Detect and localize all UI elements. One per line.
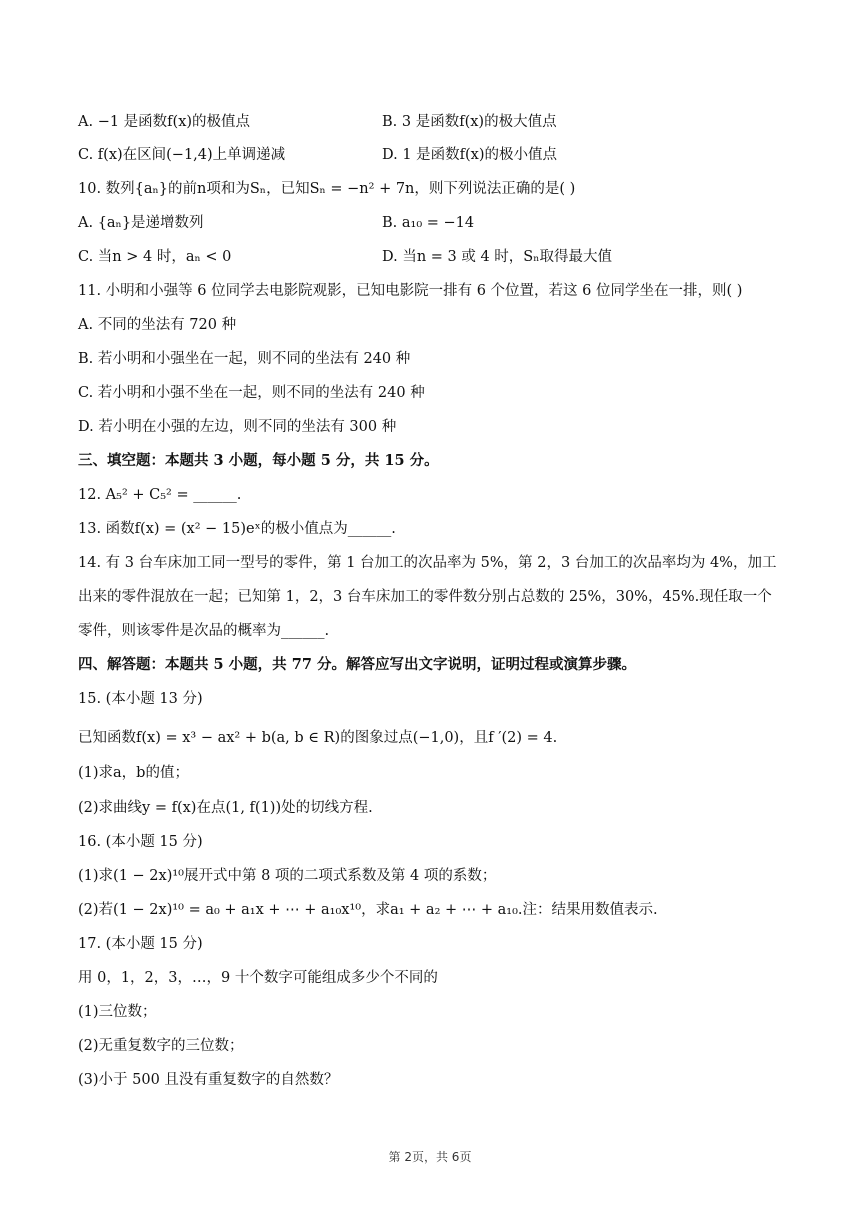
q15-part-2: (2)求曲线y = f(x)在点(1, f(1))处的切线方程. [78, 800, 373, 816]
q17-stem: 用 0，1，2，3，…，9 十个数字可能组成多少个不同的 [78, 970, 438, 986]
q15-header: 15. (本小题 13 分) [78, 691, 203, 707]
q16-part-1: (1)求(1 − 2x)¹⁰展开式中第 8 项的二项式系数及第 4 项的系数； [78, 868, 497, 884]
q10-option-d: D. 当n = 3 或 4 时，Sₙ取得最大值 [382, 249, 613, 265]
q12-text: 12. A₅² + C₅² = ______. [78, 487, 242, 503]
q9-option-a: A. −1 是函数f(x)的极值点 [78, 114, 251, 130]
q9-option-d: D. 1 是函数f(x)的极小值点 [382, 147, 558, 163]
q9-option-c: C. f(x)在区间(−1,4)上单调递减 [78, 147, 286, 163]
q14-line-2: 出来的零件混放在一起；已知第 1，2，3 台车床加工的零件数分别占总数的 25%，30%，45%.现任取一个 [78, 589, 772, 605]
q16-part-2: (2)若(1 − 2x)¹⁰ = a₀ + a₁x + ⋯ + a₁₀x¹⁰，求a₁ + a₂ + ⋯ + a₁₀.注：结果用数值表示. [78, 902, 658, 918]
q15-stem: 已知函数f(x) = x³ − ax² + b(a, b ∈ R)的图象过点(−1,0)，且f ′(2) = 4. [78, 730, 558, 746]
q17-part-2: (2)无重复数字的三位数； [78, 1038, 244, 1054]
q11-option-d: D. 若小明在小强的左边，则不同的坐法有 300 种 [78, 419, 397, 435]
q11-stem: 11. 小明和小强等 6 位同学去电影院观影，已知电影院一排有 6 个位置，若这 6 位同学坐在一排，则( ) [78, 283, 743, 299]
q17-part-3: (3)小于 500 且没有重复数字的自然数？ [78, 1072, 339, 1088]
q10-option-c: C. 当n > 4 时，aₙ < 0 [78, 249, 232, 265]
q10-stem: 10. 数列{aₙ}的前n项和为Sₙ，已知Sₙ = −n² + 7n，则下列说法正确的是( ) [78, 181, 576, 197]
q11-option-b: B. 若小明和小强坐在一起，则不同的坐法有 240 种 [78, 351, 411, 367]
q14-line-3: 零件，则该零件是次品的概率为______. [78, 623, 330, 639]
q14-line-1: 14. 有 3 台车床加工同一型号的零件，第 1 台加工的次品率为 5%，第 2，3 台加工的次品率均为 4%，加工 [78, 555, 777, 571]
q11-option-a: A. 不同的坐法有 720 种 [78, 317, 237, 333]
q9-option-b: B. 3 是函数f(x)的极大值点 [382, 114, 557, 130]
q16-header: 16. (本小题 15 分) [78, 834, 203, 850]
section-3-heading: 三、填空题：本题共 3 小题，每小题 5 分，共 15 分。 [78, 452, 439, 469]
q15-part-1: (1)求a，b的值； [78, 765, 189, 781]
q17-part-1: (1)三位数； [78, 1004, 157, 1020]
section-4-heading: 四、解答题：本题共 5 小题，共 77 分。解答应写出文字说明，证明过程或演算步骤。 [78, 656, 636, 673]
q11-option-c: C. 若小明和小强不坐在一起，则不同的坐法有 240 种 [78, 385, 425, 401]
q13-text: 13. 函数f(x) = (x² − 15)eˣ的极小值点为______. [78, 521, 396, 537]
page-footer: 第 2页，共 6页 [388, 1150, 472, 1164]
q10-option-a: A. {aₙ}是递增数列 [78, 215, 204, 231]
q10-option-b: B. a₁₀ = −14 [382, 215, 475, 231]
q17-header: 17. (本小题 15 分) [78, 936, 203, 952]
